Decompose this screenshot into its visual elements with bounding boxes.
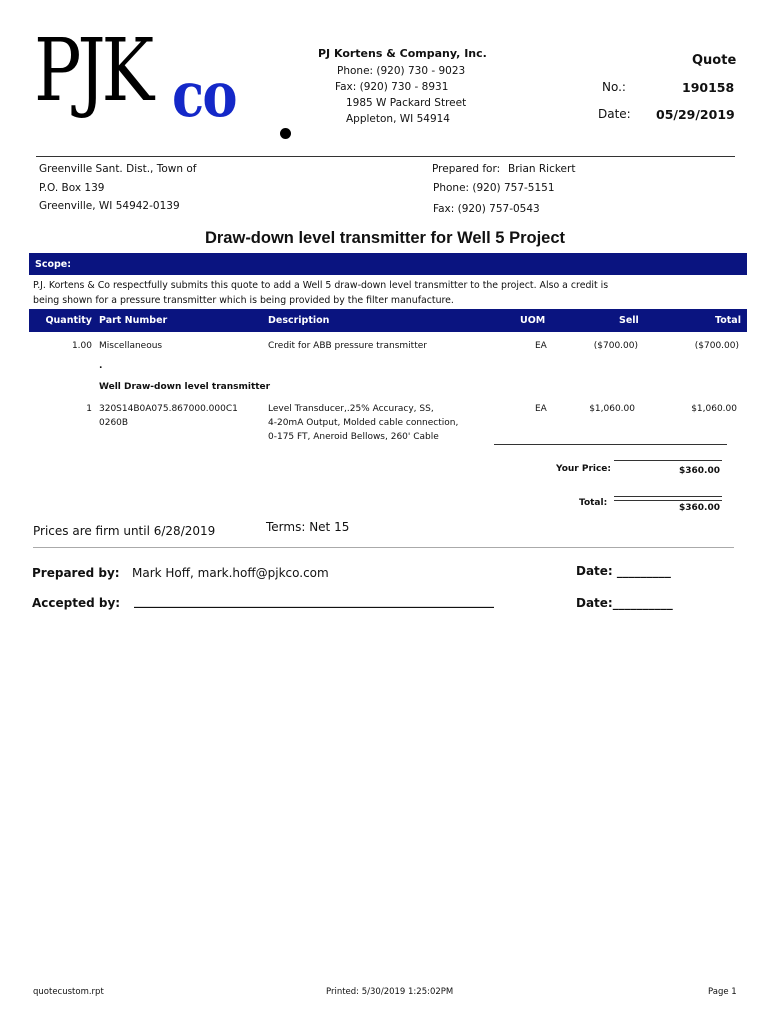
your-price-label: Your Price: [556,464,612,474]
company-address2: Appleton, WI 54914 [346,113,450,125]
total-double-rule [614,496,722,501]
scope-line1: P.J. Kortens & Co respectfully submits this quote to add a Well 5 draw-down level transmitter to the project. Also a credit is [33,280,609,291]
your-price-rule [614,460,722,461]
row2-quantity: 1 [86,404,92,414]
company-phone: Phone: (920) 730 - 9023 [337,65,466,77]
row2-desc-line2: 4-20mA Output, Molded cable connection, [268,418,459,428]
scope-label: Scope: [35,259,72,270]
col-part-number: Part Number [99,315,168,326]
prepared-by-label: Prepared by: [32,566,120,580]
prepared-for-name: Brian Rickert [508,163,576,175]
document-title: Draw-down level transmitter for Well 5 Project [204,229,566,247]
prices-firm: Prices are firm until 6/28/2019 [33,524,216,538]
row2-total: $1,060.00 [691,404,737,414]
signoff-divider [33,547,734,548]
row2-part-line2: 0260B [99,418,129,428]
scope-bar [29,253,747,275]
subtotal-rule [494,444,727,445]
company-logo [34,21,260,154]
quote-no-label: No.: [602,80,626,94]
scope-line2: being shown for a pressure transmitter which is being provided by the filter manufacture. [33,295,454,306]
header-divider [36,156,735,157]
prepared-for-label: Prepared for: [432,163,501,175]
accepted-by-label: Accepted by: [32,596,121,610]
row1-quantity: 1.00 [71,341,92,351]
row1-uom: EA [535,341,547,351]
terms: Terms: Net 15 [266,520,350,534]
total-label: Total: [579,498,608,508]
row1-sell: ($700.00) [593,341,638,351]
prepared-for-phone: Phone: (920) 757-5151 [433,182,555,194]
quote-no-value: 190158 [682,80,735,95]
accepted-signature-line: ____________________________________________________________ [134,594,494,608]
footer-page: Page 1 [708,987,737,997]
prepared-by-value: Mark Hoff, mark.hoff@pjkco.com [132,566,329,580]
logo-dot [280,128,291,139]
date-line-2: Date:__________ [576,596,673,610]
row1-description: Credit for ABB pressure transmitter [268,341,427,351]
company-address1: 1985 W Packard Street [346,97,467,109]
customer-line3: Greenville, WI 54942-0139 [39,200,180,212]
row2-part-line1: 320S14B0A075.867000.000C1 [99,404,238,414]
company-name: PJ Kortens & Company, Inc. [318,47,487,60]
customer-line2: P.O. Box 139 [39,182,105,194]
col-sell: Sell [619,315,639,326]
total-value: $360.00 [679,503,720,513]
col-uom: UOM [520,315,546,326]
date-line-1: Date: _________ [576,564,671,578]
your-price-value: $360.00 [679,466,720,476]
col-total: Total [715,315,741,326]
quote-date-value: 05/29/2019 [656,107,735,122]
footer-printed: Printed: 5/30/2019 1:25:02PM [326,987,454,997]
row2-desc-line1: Level Transducer,.25% Accuracy, SS, [268,404,434,414]
row2-uom: EA [535,404,547,414]
quote-heading: Quote [692,53,737,68]
col-quantity: Quantity [45,315,92,326]
section-heading: Well Draw-down level transmitter [99,382,271,392]
row2-sell: $1,060.00 [589,404,635,414]
row1-part-number: Miscellaneous [99,341,163,351]
logo-co: co [172,58,236,131]
col-description: Description [268,315,330,326]
row2-desc-line3: 0-175 FT, Aneroid Bellows, 260' Cable [268,432,439,442]
row1-total: ($700.00) [694,341,739,351]
customer-line1: Greenville Sant. Dist., Town of [39,163,197,175]
logo-pjk: PJK [34,21,151,121]
footer-file: quotecustom.rpt [33,987,104,997]
prepared-for-fax: Fax: (920) 757-0543 [433,203,540,215]
row-dot: . [99,361,103,371]
company-fax: Fax: (920) 730 - 8931 [335,81,449,93]
quote-date-label: Date: [598,107,631,121]
